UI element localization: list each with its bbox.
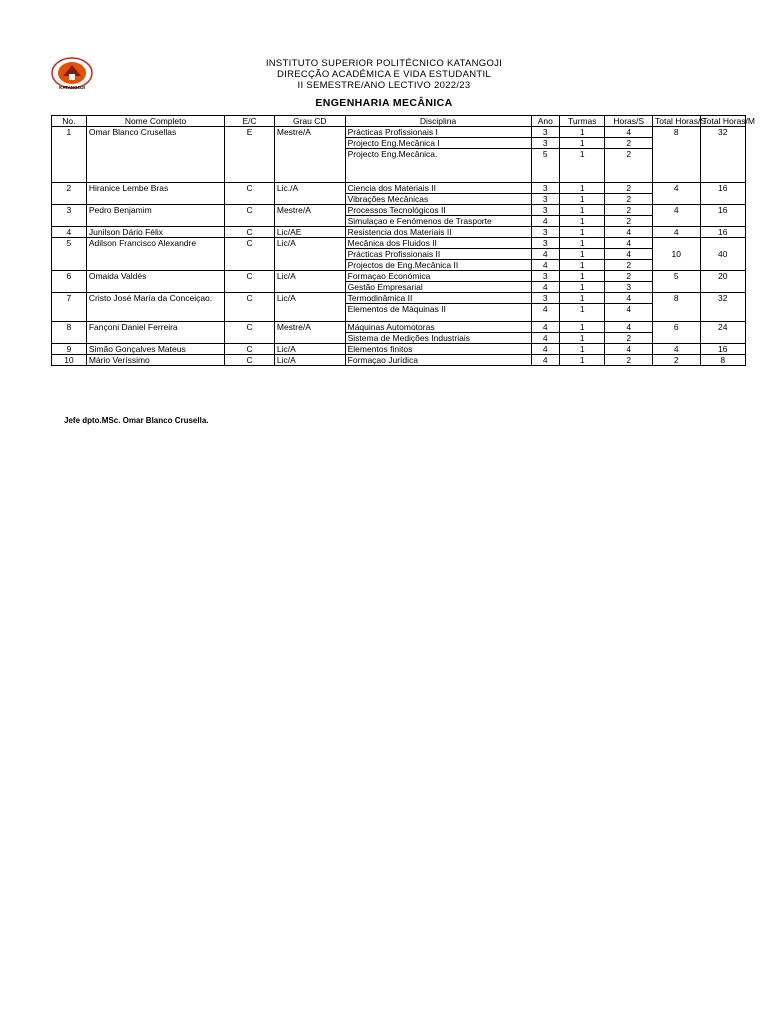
cell-disciplina: Elementos finitos bbox=[345, 344, 531, 355]
cell-turmas: 1 bbox=[560, 227, 605, 238]
col-header-horas: Horas/S bbox=[605, 116, 653, 127]
cell-ec: C bbox=[225, 227, 275, 238]
col-header-total-m: Total Horas/M bbox=[700, 116, 745, 127]
cell-total-horas-m: 32 bbox=[700, 127, 745, 183]
cell-no: 1 bbox=[52, 127, 87, 183]
cell-name: Cristo José María da Conceiçao. bbox=[86, 293, 224, 322]
cell-total-horas-m: 16 bbox=[700, 227, 745, 238]
cell-ano: 3 bbox=[531, 271, 560, 282]
col-header-ano: Ano bbox=[531, 116, 560, 127]
cell-ano: 4 bbox=[531, 260, 560, 271]
cell-name: Junilson Dário Félix bbox=[86, 227, 224, 238]
cell-name: Pedro Benjamim bbox=[86, 205, 224, 227]
cell-horas: 2 bbox=[605, 183, 653, 194]
cell-total-horas-m: 40 bbox=[700, 238, 745, 271]
cell-grau: Mestre/A bbox=[274, 127, 345, 183]
cell-ano: 3 bbox=[531, 183, 560, 194]
table-row bbox=[52, 227, 746, 238]
cell-total-horas-s: 8 bbox=[652, 127, 700, 183]
cell-turmas: 1 bbox=[560, 322, 605, 333]
cell-ec: C bbox=[225, 322, 275, 344]
cell-turmas: 1 bbox=[560, 333, 605, 344]
cell-ano: 3 bbox=[531, 194, 560, 205]
cell-horas: 4 bbox=[605, 227, 653, 238]
cell-horas: 4 bbox=[605, 322, 653, 333]
teacher-assignments-table bbox=[51, 115, 755, 366]
table-row bbox=[52, 293, 746, 304]
cell-turmas: 1 bbox=[560, 282, 605, 293]
table-row bbox=[52, 205, 746, 216]
cell-disciplina: Mecânica dos Fluidos II bbox=[345, 238, 531, 249]
cell-turmas: 1 bbox=[560, 194, 605, 205]
cell-turmas: 1 bbox=[560, 249, 605, 260]
cell-total-horas-m: 16 bbox=[700, 344, 745, 355]
cell-total-horas-s: 10 bbox=[652, 238, 700, 271]
cell-grau: Lic/A bbox=[274, 238, 345, 271]
table-row bbox=[52, 271, 746, 282]
col-header-no: No. bbox=[52, 116, 87, 127]
cell-total-horas-s: 5 bbox=[652, 271, 700, 293]
cell-horas: 2 bbox=[605, 333, 653, 344]
cell-turmas: 1 bbox=[560, 355, 605, 366]
cell-disciplina: Termodinâmica II bbox=[345, 293, 531, 304]
cell-ano: 3 bbox=[531, 238, 560, 249]
cell-horas: 2 bbox=[605, 194, 653, 205]
logo-text: KATANGOJI bbox=[59, 85, 85, 90]
cell-disciplina: Formaçao Económica bbox=[345, 271, 531, 282]
cell-disciplina: Prácticas Profissionais II bbox=[345, 249, 531, 260]
col-header-ec: E/C bbox=[225, 116, 275, 127]
cell-no: 7 bbox=[52, 293, 87, 322]
cell-grau: Lic/A bbox=[274, 271, 345, 293]
cell-grau: Lic/A bbox=[274, 344, 345, 355]
cell-grau: Lic./A bbox=[274, 183, 345, 205]
cell-disciplina: Projecto Eng.Mecânica. bbox=[345, 149, 531, 183]
cell-turmas: 1 bbox=[560, 304, 605, 322]
cell-total-horas-s: 4 bbox=[652, 227, 700, 238]
semester-line: II SEMESTRE/ANO LECTIVO 2022/23 bbox=[297, 80, 471, 91]
cell-total-horas-m: 16 bbox=[700, 183, 745, 205]
cell-ano: 4 bbox=[531, 282, 560, 293]
cell-grau: Lic/AE bbox=[274, 227, 345, 238]
cell-turmas: 1 bbox=[560, 138, 605, 149]
cell-horas: 2 bbox=[605, 271, 653, 282]
cell-disciplina: Formaçao Jurídica bbox=[345, 355, 531, 366]
col-header-disciplina: Disciplina bbox=[345, 116, 531, 127]
cell-turmas: 1 bbox=[560, 127, 605, 138]
cell-name: Mário Veríssimo bbox=[86, 355, 224, 366]
cell-total-horas-s: 4 bbox=[652, 205, 700, 227]
cell-horas: 3 bbox=[605, 282, 653, 293]
cell-grau: Mestre/A bbox=[274, 205, 345, 227]
table-row bbox=[52, 238, 746, 249]
cell-ec: C bbox=[225, 205, 275, 227]
cell-total-horas-s: 8 bbox=[652, 293, 700, 322]
col-header-name: Nome Completo bbox=[86, 116, 224, 127]
cell-ano: 3 bbox=[531, 138, 560, 149]
cell-turmas: 1 bbox=[560, 205, 605, 216]
col-header-grau: Grau CD bbox=[274, 116, 345, 127]
cell-turmas: 1 bbox=[560, 260, 605, 271]
cell-no: 6 bbox=[52, 271, 87, 293]
cell-disciplina: Ciencia dos Materiais II bbox=[345, 183, 531, 194]
directorate-name: DIRECÇÃO ACADÉMICA E VIDA ESTUDANTIL bbox=[276, 69, 492, 80]
cell-total-horas-m: 20 bbox=[700, 271, 745, 293]
cell-horas: 4 bbox=[605, 249, 653, 260]
table-body bbox=[52, 127, 746, 366]
cell-ano: 3 bbox=[531, 205, 560, 216]
cell-disciplina: Simulaçao e Fenómenos de Trasporte bbox=[345, 216, 531, 227]
cell-ec: C bbox=[225, 344, 275, 355]
cell-disciplina: Projectos de Eng.Mecânica II bbox=[345, 260, 531, 271]
cell-grau: Lic/A bbox=[274, 293, 345, 322]
cell-total-horas-s: 2 bbox=[652, 355, 700, 366]
cell-turmas: 1 bbox=[560, 149, 605, 183]
cell-total-horas-s: 4 bbox=[652, 183, 700, 205]
cell-turmas: 1 bbox=[560, 238, 605, 249]
cell-no: 9 bbox=[52, 344, 87, 355]
cell-name: Omaida Valdés bbox=[86, 271, 224, 293]
cell-disciplina: Resistencia dos Materiais II bbox=[345, 227, 531, 238]
cell-ano: 4 bbox=[531, 216, 560, 227]
table-row bbox=[52, 322, 746, 333]
cell-horas: 2 bbox=[605, 149, 653, 183]
cell-ec: C bbox=[225, 271, 275, 293]
cell-horas: 2 bbox=[605, 216, 653, 227]
cell-horas: 4 bbox=[605, 238, 653, 249]
cell-no: 5 bbox=[52, 238, 87, 271]
cell-disciplina: Elementos de Máquinas II bbox=[345, 304, 531, 322]
cell-total-horas-m: 8 bbox=[700, 355, 745, 366]
cell-no: 10 bbox=[52, 355, 87, 366]
cell-disciplina: Máquinas Automotoras bbox=[345, 322, 531, 333]
cell-ec: C bbox=[225, 355, 275, 366]
cell-name: Simão Gonçalves Mateus bbox=[86, 344, 224, 355]
cell-turmas: 1 bbox=[560, 271, 605, 282]
department-title: ENGENHARIA MECÂNICA bbox=[315, 97, 453, 109]
cell-ano: 5 bbox=[531, 149, 560, 183]
cell-no: 3 bbox=[52, 205, 87, 227]
table-header-row bbox=[52, 116, 746, 127]
signature: Jefe dpto.MSc. Omar Blanco Crusella. bbox=[64, 416, 209, 425]
cell-disciplina: Sistema de Medições Industriais bbox=[345, 333, 531, 344]
cell-total-horas-s: 6 bbox=[652, 322, 700, 344]
cell-horas: 4 bbox=[605, 304, 653, 322]
cell-no: 8 bbox=[52, 322, 87, 344]
cell-horas: 2 bbox=[605, 260, 653, 271]
cell-ano: 4 bbox=[531, 344, 560, 355]
table-row bbox=[52, 183, 746, 194]
cell-grau: Lic/A bbox=[274, 355, 345, 366]
table-row bbox=[52, 355, 746, 366]
table-row bbox=[52, 344, 746, 355]
cell-turmas: 1 bbox=[560, 344, 605, 355]
cell-disciplina: Gestão Empresarial bbox=[345, 282, 531, 293]
col-header-total-s: Total Horas/S bbox=[652, 116, 700, 127]
cell-horas: 4 bbox=[605, 293, 653, 304]
cell-ano: 4 bbox=[531, 322, 560, 333]
cell-ano: 3 bbox=[531, 127, 560, 138]
cell-turmas: 1 bbox=[560, 216, 605, 227]
cell-total-horas-s: 4 bbox=[652, 344, 700, 355]
institute-name: INSTITUTO SUPERIOR POLITÉCNICO KATANGOJI bbox=[265, 58, 503, 69]
document-header bbox=[0, 58, 768, 109]
cell-name: Hiranice Lembe Bras bbox=[86, 183, 224, 205]
cell-disciplina: Prácticas Profissionais I bbox=[345, 127, 531, 138]
cell-ec: C bbox=[225, 293, 275, 322]
cell-horas: 2 bbox=[605, 138, 653, 149]
cell-horas: 4 bbox=[605, 344, 653, 355]
cell-name: Adilson Francisco Alexandre bbox=[86, 238, 224, 271]
cell-ano: 3 bbox=[531, 227, 560, 238]
cell-ano: 4 bbox=[531, 333, 560, 344]
cell-grau: Mestre/A bbox=[274, 322, 345, 344]
cell-ec: C bbox=[225, 183, 275, 205]
cell-total-horas-m: 16 bbox=[700, 205, 745, 227]
cell-ec: E bbox=[225, 127, 275, 183]
cell-ano: 4 bbox=[531, 249, 560, 260]
cell-turmas: 1 bbox=[560, 183, 605, 194]
cell-horas: 4 bbox=[605, 127, 653, 138]
cell-disciplina: Vibrações Mecânicas bbox=[345, 194, 531, 205]
cell-no: 4 bbox=[52, 227, 87, 238]
cell-no: 2 bbox=[52, 183, 87, 205]
cell-ec: C bbox=[225, 238, 275, 271]
cell-total-horas-m: 32 bbox=[700, 293, 745, 322]
cell-disciplina: Processos Tecnológicos II bbox=[345, 205, 531, 216]
cell-ano: 4 bbox=[531, 355, 560, 366]
cell-name: Fançoni Daniel Ferreira bbox=[86, 322, 224, 344]
cell-horas: 2 bbox=[605, 355, 653, 366]
cell-name: Omar Blanco Crusellas bbox=[86, 127, 224, 183]
cell-turmas: 1 bbox=[560, 293, 605, 304]
cell-ano: 3 bbox=[531, 293, 560, 304]
cell-ano: 4 bbox=[531, 304, 560, 322]
cell-horas: 2 bbox=[605, 205, 653, 216]
cell-total-horas-m: 24 bbox=[700, 322, 745, 344]
cell-disciplina: Projecto Eng.Mecânica I bbox=[345, 138, 531, 149]
col-header-turmas: Turmas bbox=[560, 116, 605, 127]
table-row bbox=[52, 127, 746, 138]
